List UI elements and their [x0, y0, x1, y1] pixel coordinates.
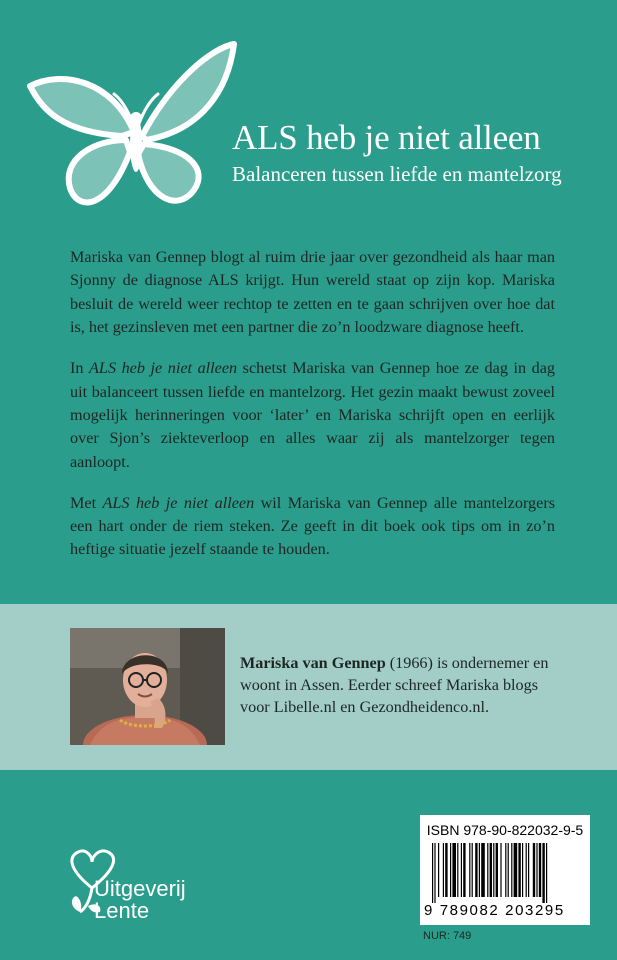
barcode-bar [472, 843, 473, 897]
barcode-box [420, 815, 590, 925]
author-bio-text: (1966) is ondernemer en woont in Assen. Eerder schreef Mariska blogs voor Libelle.nl en Gezondheidenco.nl. [240, 654, 549, 716]
barcode-bar [500, 843, 501, 897]
barcode-bar [457, 843, 458, 897]
author-portrait-icon [70, 628, 225, 745]
barcode-bar [445, 843, 447, 897]
blurb-p2-intro: In [70, 359, 90, 378]
blurb-p3-intro: Met [70, 493, 103, 512]
blurb-p2-title: ALS heb je niet alleen [89, 359, 238, 378]
barcode-bar [461, 843, 462, 897]
book-subtitle: Balanceren tussen liefde en mantelzorg [232, 162, 562, 186]
butterfly-icon [22, 40, 242, 218]
blurb-paragraph-2 [70, 357, 555, 474]
blurb-p2-body: schetst Mariska van Gennep hoe ze dag in dag uit balanceert tussen liefde en mantelzorg. Het gezin maakt bewust zoveel mogelijk herinneringen voor ‘later’ en Mariska schrijft open en eerlijk over Sjon’s ziekteverloop en alles waar zij als mantelzorger tegen aanloopt. [70, 359, 555, 471]
barcode-bar [526, 843, 527, 897]
barcode-bar [469, 843, 470, 897]
barcode-bar [514, 843, 518, 897]
author-bio [240, 652, 570, 718]
nur-code: NUR: 749 [423, 930, 472, 942]
book-title: ALS heb je niet alleen [232, 118, 541, 157]
barcode-bar [511, 843, 512, 897]
barcode-digits: 9 789082 203295 [424, 902, 565, 919]
barcode-bar [522, 843, 523, 897]
barcode-bar [533, 843, 535, 897]
barcode-bar [463, 843, 465, 897]
barcode-bar [493, 843, 494, 897]
barcode-bar [518, 843, 520, 897]
barcode-bar [542, 843, 544, 903]
barcode-bar [479, 843, 480, 897]
barcode-bar [490, 843, 492, 897]
barcode-bar [438, 843, 439, 897]
barcode-bar [481, 843, 485, 897]
blurb-p3-body: wil Mariska van Gennep alle mantelzorgers een hart onder de riem steken. Ze geeft in dit boek ook tips om in zo’n heftige situatie jezelf staande te houden. [70, 493, 556, 559]
barcode-bar [475, 843, 477, 897]
barcode-bar [452, 843, 456, 897]
publisher-name-line2: Lente [94, 898, 150, 923]
author-photo [70, 628, 225, 745]
publisher-logo [62, 848, 232, 928]
barcode-bar [505, 843, 506, 897]
barcode-bar [546, 843, 547, 903]
barcode-bar [536, 843, 537, 897]
author-section [0, 604, 617, 770]
blurb-paragraph-1: Mariska van Gennep blogt al ruim drie jaar over gezondheid als haar man Sjonny de diagnose ALS krijgt. Hun wereld staat op zijn kop. Mariska besluit de wereld weer rechtop te zetten en te gaan schrijven over hoe dat is, het gezinsleven met een partner die zo’n loodzware diagnose heeft. [70, 248, 555, 337]
barcode-bar [528, 843, 529, 897]
barcode-bar [434, 843, 435, 903]
barcode-bars [428, 843, 588, 903]
barcode-bar [496, 843, 498, 897]
barcode-bar [539, 843, 541, 897]
barcode-bar [443, 843, 444, 897]
barcode-bar [450, 843, 451, 897]
blurb-p3-title: ALS heb je niet alleen [102, 493, 255, 512]
publisher-name-line1: Uitgeverij [94, 876, 186, 901]
blurb-text [70, 246, 555, 579]
isbn-label: ISBN 978-90-822032-9-5 [426, 822, 584, 838]
author-name: Mariska van Gennep [240, 654, 386, 672]
barcode-bar [432, 843, 433, 903]
blurb-paragraph-3 [70, 492, 555, 562]
barcode-bar [508, 843, 509, 897]
barcode-bar [487, 843, 488, 897]
